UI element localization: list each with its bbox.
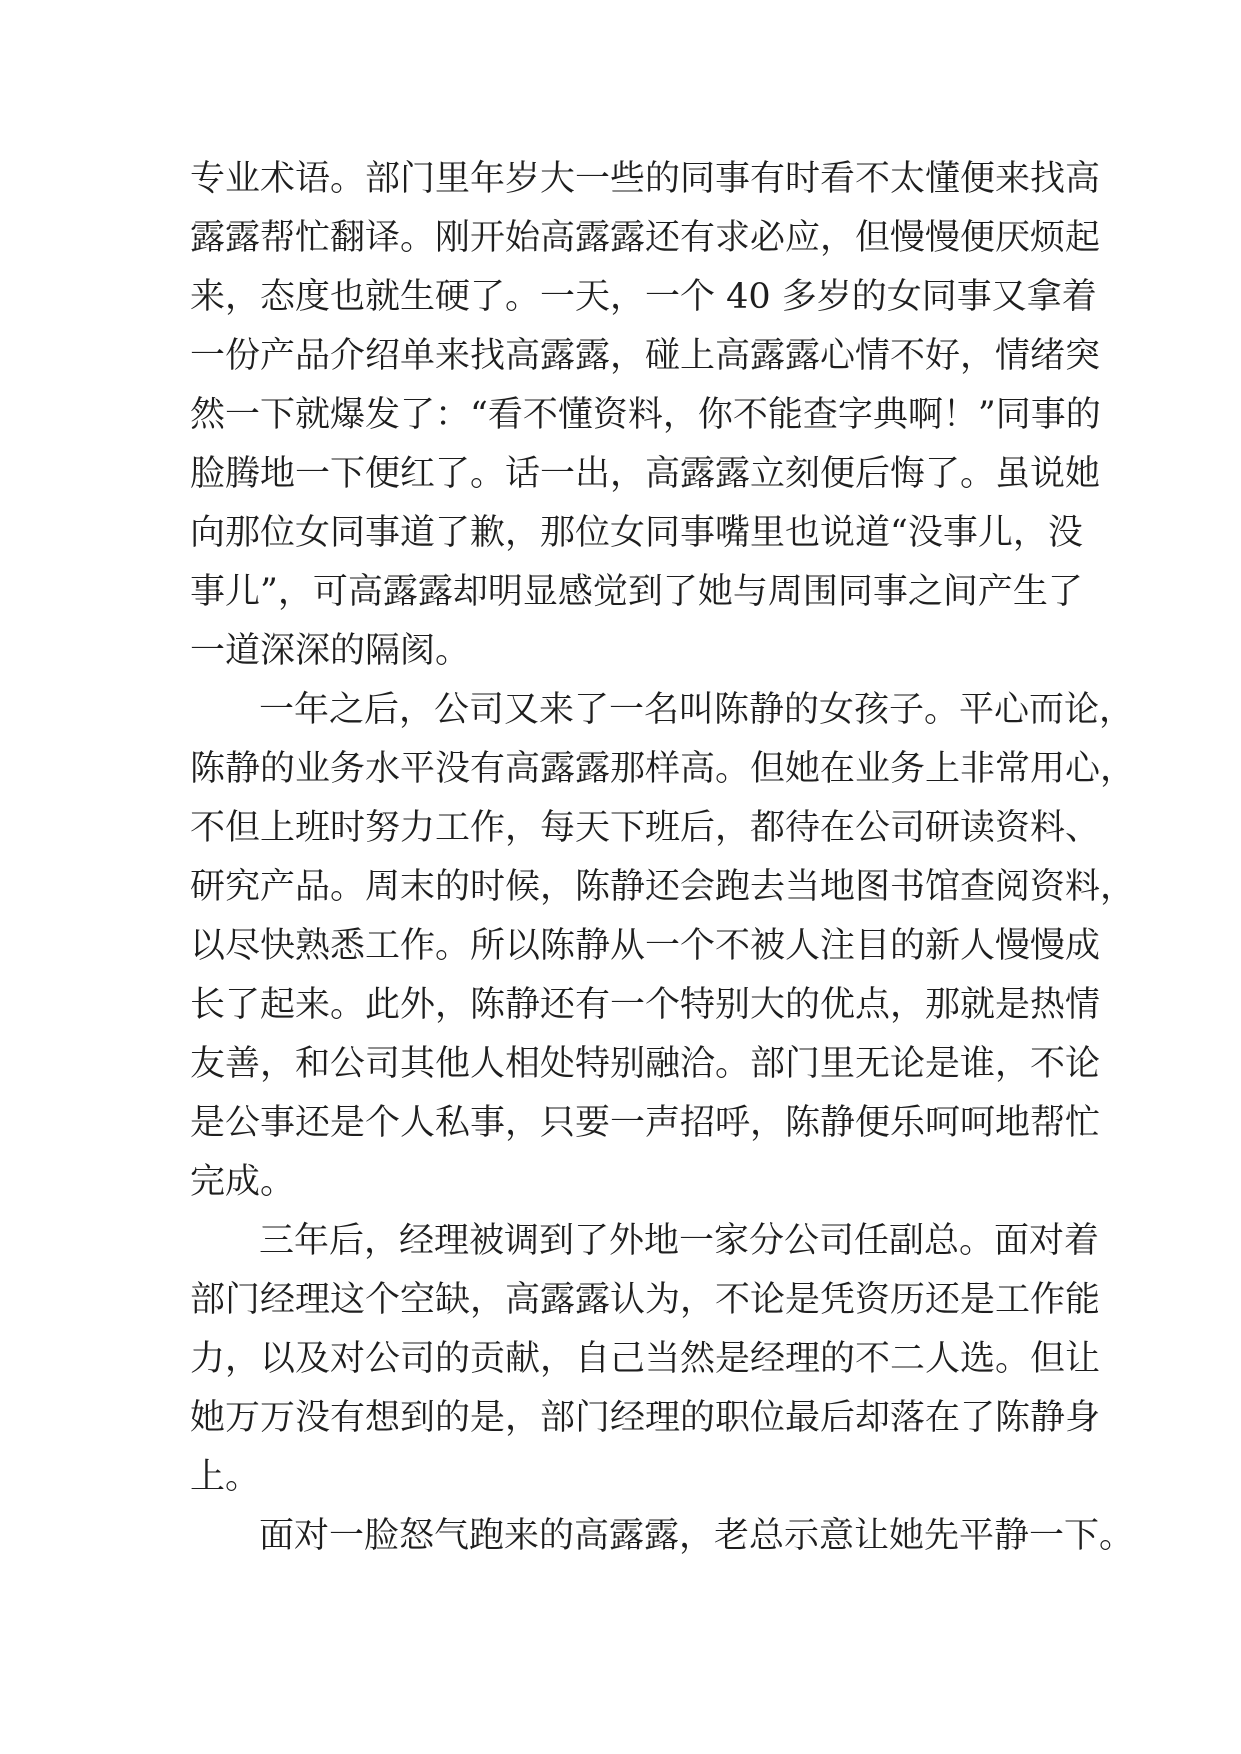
text-line: 友善，和公司其他人相处特别融洽。部门里无论是谁，不论 bbox=[190, 1044, 1101, 1084]
text-line: 研究产品。周末的时候，陈静还会跑去当地图书馆查阅资料， bbox=[190, 867, 1136, 907]
text-line: 以尽快熟悉工作。所以陈静从一个不被人注目的新人慢慢成 bbox=[190, 926, 1101, 966]
body-text bbox=[190, 150, 1136, 1566]
text-line: 一道深深的隔阂。 bbox=[190, 631, 471, 671]
text-line: 露露帮忙翻译。刚开始高露露还有求必应，但慢慢便厌烦起 bbox=[190, 218, 1101, 258]
text-line: 然一下就爆发了：“看不懂资料，你不能查字典啊！”同事的 bbox=[190, 395, 1101, 435]
text-line: 上。 bbox=[190, 1457, 261, 1497]
text-line: 陈静的业务水平没有高露露那样高。但她在业务上非常用心， bbox=[190, 749, 1136, 789]
text-line: 向那位女同事道了歉，那位女同事嘴里也说道“没事儿，没 bbox=[190, 513, 1083, 553]
text-line: 力，以及对公司的贡献，自己当然是经理的不二人选。但让 bbox=[190, 1339, 1101, 1379]
text-line: 面对一脸怒气跑来的高露露，老总示意让她先平静一下。 bbox=[259, 1516, 1135, 1556]
text-line: 脸腾地一下便红了。话一出，高露露立刻便后悔了。虽说她 bbox=[190, 454, 1101, 494]
text-line: 一份产品介绍单来找高露露，碰上高露露心情不好，情绪突 bbox=[190, 336, 1101, 376]
text-line: 一年之后，公司又来了一名叫陈静的女孩子。平心而论， bbox=[259, 690, 1135, 730]
text-line: 不但上班时努力工作，每天下班后，都待在公司研读资料、 bbox=[190, 808, 1101, 848]
text-line: 部门经理这个空缺，高露露认为，不论是凭资历还是工作能 bbox=[190, 1280, 1101, 1320]
text-line: 事儿”，可高露露却明显感觉到了她与周围同事之间产生了 bbox=[190, 572, 1083, 612]
text-line: 她万万没有想到的是，部门经理的职位最后却落在了陈静身 bbox=[190, 1398, 1101, 1438]
text-line: 长了起来。此外，陈静还有一个特别大的优点，那就是热情 bbox=[190, 985, 1101, 1025]
text-line: 三年后，经理被调到了外地一家分公司任副总。面对着 bbox=[259, 1221, 1100, 1261]
text-line: 来，态度也就生硬了。一天，一个 40 多岁的女同事又拿着 bbox=[190, 277, 1097, 317]
text-line: 完成。 bbox=[190, 1162, 296, 1202]
text-line: 专业术语。部门里年岁大一些的同事有时看不太懂便来找高 bbox=[190, 159, 1101, 199]
text-line: 是公事还是个人私事，只要一声招呼，陈静便乐呵呵地帮忙 bbox=[190, 1103, 1101, 1143]
